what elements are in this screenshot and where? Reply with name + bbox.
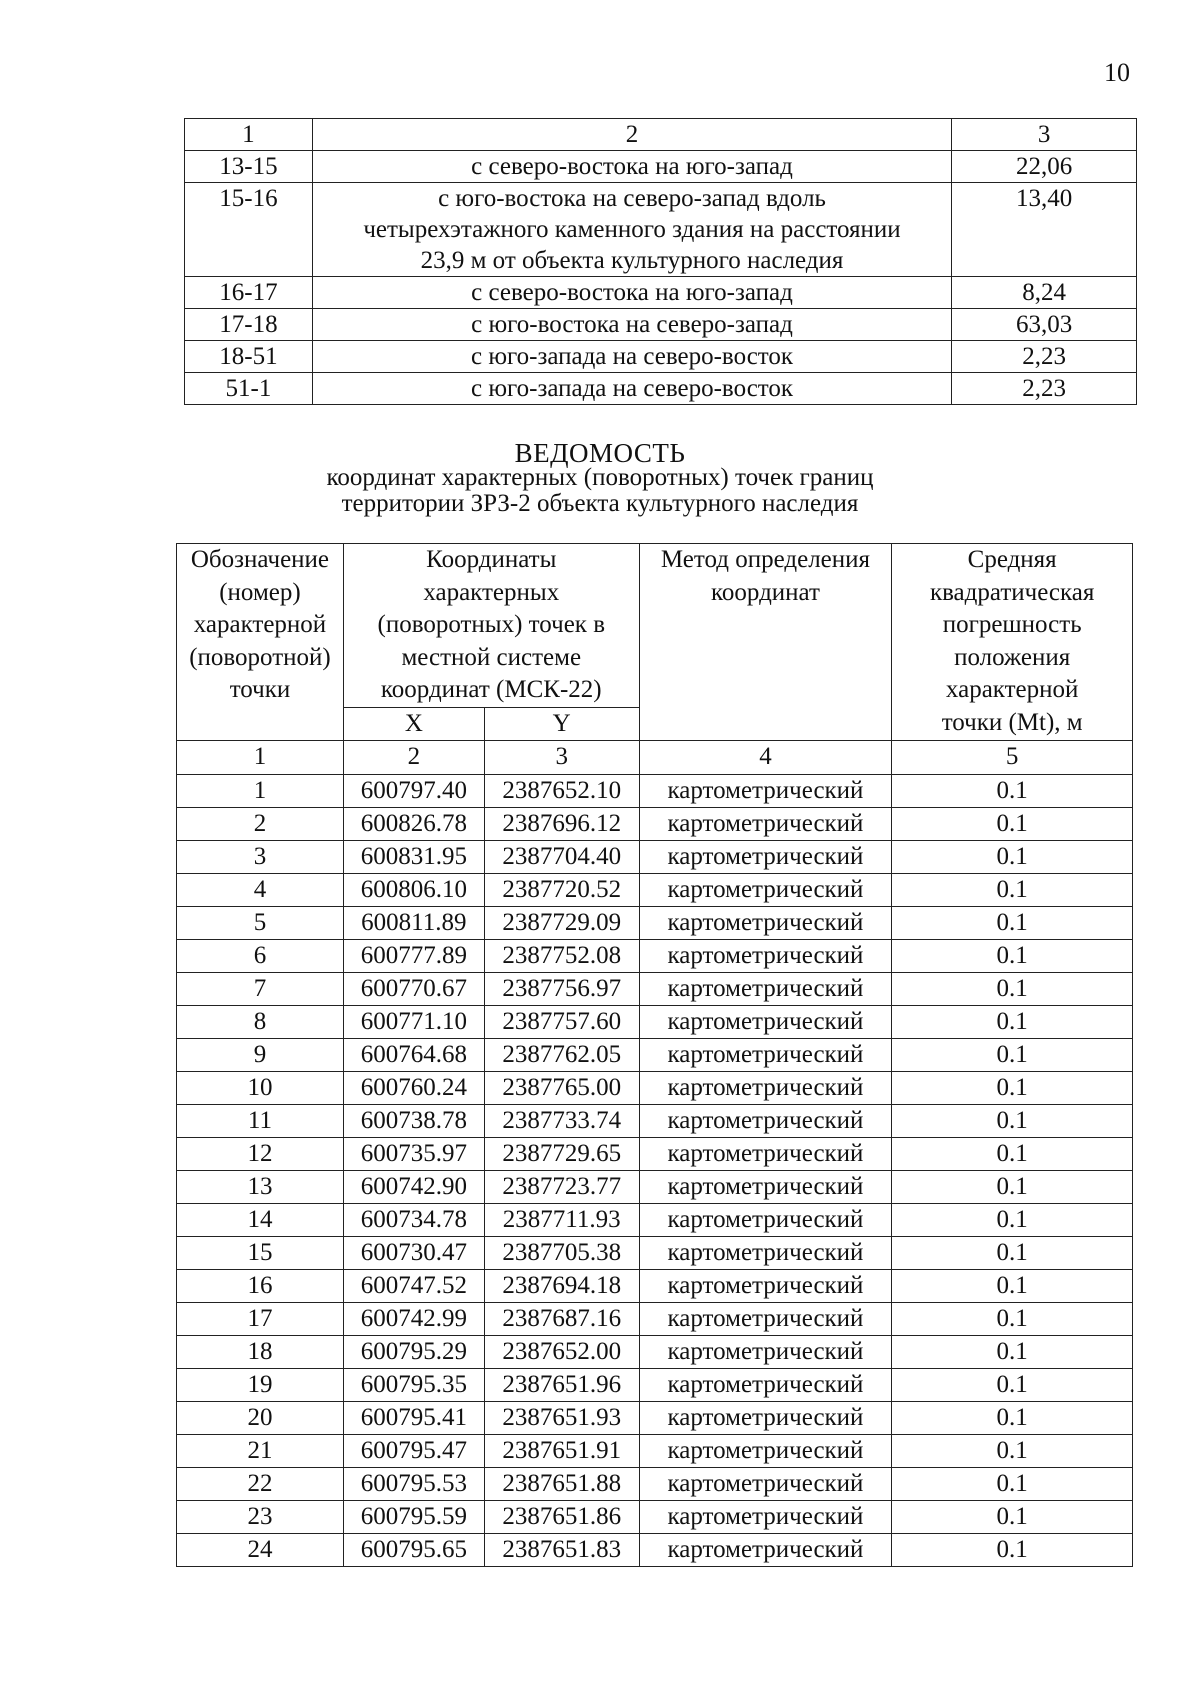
method: картометрический	[639, 1269, 892, 1302]
coord-x: 600795.41	[343, 1401, 484, 1434]
table-row	[177, 873, 1133, 906]
header-mean-square-error	[892, 544, 1133, 741]
table-row	[177, 807, 1133, 840]
method: картометрический	[639, 1434, 892, 1467]
coord-x: 600770.67	[343, 972, 484, 1005]
subtitle-line: территории ЗРЗ-2 объекта культурного наследия	[341, 490, 859, 517]
point-number: 22	[177, 1467, 344, 1500]
coord-x: 600735.97	[343, 1137, 484, 1170]
header-method	[639, 544, 892, 741]
mean-square-error: 0.1	[892, 1434, 1133, 1467]
table-header-row	[185, 119, 1137, 151]
direction-line: с юго-запада на северо-восток	[470, 343, 794, 370]
column-number: 1	[177, 741, 344, 775]
point-number: 7	[177, 972, 344, 1005]
coord-x: 600738.78	[343, 1104, 484, 1137]
method: картометрический	[639, 1005, 892, 1038]
coord-x: 600764.68	[343, 1038, 484, 1071]
header-line: точки (Mt), м	[941, 708, 1083, 736]
coord-x: 600730.47	[343, 1236, 484, 1269]
point-number: 19	[177, 1368, 344, 1401]
header-line: квадратическая	[929, 578, 1095, 606]
method: картометрический	[639, 1500, 892, 1533]
method: картометрический	[639, 873, 892, 906]
method: картометрический	[639, 1467, 892, 1500]
table-row	[185, 341, 1137, 373]
coord-x: 600742.90	[343, 1170, 484, 1203]
header-line: координат	[711, 578, 820, 606]
coord-x: 600777.89	[343, 939, 484, 972]
table-row	[185, 277, 1137, 309]
table-row	[177, 1533, 1133, 1566]
table-row	[185, 309, 1137, 341]
coord-y: 2387704.40	[484, 840, 639, 873]
mean-square-error: 0.1	[892, 1071, 1133, 1104]
coord-y: 2387705.38	[484, 1236, 639, 1269]
point-number: 8	[177, 1005, 344, 1038]
table-row	[185, 183, 1137, 277]
segment-distance: 8,24	[952, 277, 1137, 309]
column-number: 2	[312, 119, 951, 151]
coord-y: 2387711.93	[484, 1203, 639, 1236]
method: картометрический	[639, 1104, 892, 1137]
coord-y: 2387752.08	[484, 939, 639, 972]
segment-distance: 22,06	[952, 151, 1137, 183]
table-row	[177, 1302, 1133, 1335]
header-y: Y	[484, 707, 639, 741]
point-number: 4	[177, 873, 344, 906]
method: картометрический	[639, 1533, 892, 1566]
point-number: 16	[177, 1269, 344, 1302]
point-number: 24	[177, 1533, 344, 1566]
direction-line: с юго-запада на северо-восток	[470, 375, 794, 402]
table-row	[177, 1500, 1133, 1533]
point-number: 21	[177, 1434, 344, 1467]
coord-x: 600826.78	[343, 807, 484, 840]
coord-x: 600771.10	[343, 1005, 484, 1038]
method: картометрический	[639, 906, 892, 939]
header-line: (поворотной)	[189, 643, 331, 671]
mean-square-error: 0.1	[892, 1467, 1133, 1500]
header-line: погрешность	[942, 611, 1082, 638]
table-row	[177, 939, 1133, 972]
table-row	[177, 1005, 1133, 1038]
column-number: 1	[185, 119, 313, 151]
method: картометрический	[639, 1401, 892, 1434]
direction-line: с северо-востока на юго-запад	[471, 279, 793, 306]
header-designation	[177, 544, 344, 741]
method: картометрический	[639, 939, 892, 972]
header-x: X	[343, 707, 484, 741]
segment-number: 16-17	[185, 277, 313, 309]
column-number: 4	[639, 741, 892, 775]
coordinates-table	[176, 543, 1133, 1567]
column-number: 3	[952, 119, 1137, 151]
direction-line: с юго-востока на северо-запад	[471, 311, 793, 338]
point-number: 15	[177, 1236, 344, 1269]
coord-y: 2387756.97	[484, 972, 639, 1005]
mean-square-error: 0.1	[892, 1500, 1133, 1533]
segment-number: 15-16	[185, 183, 313, 277]
mean-square-error: 0.1	[892, 1335, 1133, 1368]
method: картометрический	[639, 1236, 892, 1269]
point-number: 6	[177, 939, 344, 972]
mean-square-error: 0.1	[892, 1104, 1133, 1137]
coord-x: 600795.29	[343, 1335, 484, 1368]
direction-line: с северо-востока на юго-запад	[471, 153, 793, 180]
segment-direction	[312, 373, 951, 405]
segment-distance: 63,03	[952, 309, 1137, 341]
coord-x: 600795.53	[343, 1467, 484, 1500]
mean-square-error: 0.1	[892, 939, 1133, 972]
coord-y: 2387720.52	[484, 873, 639, 906]
column-number: 2	[343, 741, 484, 775]
coord-y: 2387651.96	[484, 1368, 639, 1401]
boundary-description-table	[184, 118, 1137, 405]
coord-x: 600806.10	[343, 873, 484, 906]
table-row	[177, 1203, 1133, 1236]
header-line: характерной	[945, 676, 1079, 703]
method: картометрический	[639, 1038, 892, 1071]
segment-distance: 13,40	[952, 183, 1137, 277]
table-row	[185, 151, 1137, 183]
coord-x: 600742.99	[343, 1302, 484, 1335]
direction-line: четырехэтажного каменного здания на расстоянии	[363, 216, 901, 243]
coord-y: 2387729.09	[484, 906, 639, 939]
header-line: местной системе	[401, 643, 582, 671]
point-number: 18	[177, 1335, 344, 1368]
coord-y: 2387687.16	[484, 1302, 639, 1335]
coord-y: 2387733.74	[484, 1104, 639, 1137]
segment-distance: 2,23	[952, 341, 1137, 373]
table-row	[177, 1137, 1133, 1170]
coord-y: 2387757.60	[484, 1005, 639, 1038]
coord-x: 600747.52	[343, 1269, 484, 1302]
segment-number: 17-18	[185, 309, 313, 341]
table-row	[177, 1071, 1133, 1104]
mean-square-error: 0.1	[892, 906, 1133, 939]
coord-y: 2387652.00	[484, 1335, 639, 1368]
column-numbers-row	[177, 741, 1133, 775]
header-line: (поворотных) точек в	[377, 611, 606, 638]
method: картометрический	[639, 1335, 892, 1368]
coord-y: 2387651.93	[484, 1401, 639, 1434]
subtitle-line: координат характерных (поворотных) точек границ	[326, 464, 874, 491]
method: картометрический	[639, 1071, 892, 1104]
table-row	[177, 1368, 1133, 1401]
coord-x: 600811.89	[343, 906, 484, 939]
table-row	[177, 1236, 1133, 1269]
point-number: 11	[177, 1104, 344, 1137]
method: картометрический	[639, 1368, 892, 1401]
point-number: 12	[177, 1137, 344, 1170]
mean-square-error: 0.1	[892, 1203, 1133, 1236]
point-number: 3	[177, 840, 344, 873]
coord-y: 2387765.00	[484, 1071, 639, 1104]
coord-y: 2387729.65	[484, 1137, 639, 1170]
table-row	[177, 1335, 1133, 1368]
segment-number: 51-1	[185, 373, 313, 405]
mean-square-error: 0.1	[892, 1170, 1133, 1203]
table-row	[177, 972, 1133, 1005]
table-row	[177, 1104, 1133, 1137]
table-row	[177, 1401, 1133, 1434]
header-line: Обозначение	[190, 546, 330, 573]
coord-x: 600831.95	[343, 840, 484, 873]
table-row	[177, 1170, 1133, 1203]
coord-x: 600795.65	[343, 1533, 484, 1566]
segment-direction	[312, 309, 951, 341]
point-number: 13	[177, 1170, 344, 1203]
point-number: 17	[177, 1302, 344, 1335]
method: картометрический	[639, 774, 892, 807]
table-row	[177, 1269, 1133, 1302]
method: картометрический	[639, 840, 892, 873]
point-number: 1	[177, 774, 344, 807]
table-row	[177, 1038, 1133, 1071]
header-line: Средняя	[967, 546, 1057, 573]
header-line: характерной	[193, 611, 327, 638]
mean-square-error: 0.1	[892, 807, 1133, 840]
table-row	[185, 373, 1137, 405]
method: картометрический	[639, 807, 892, 840]
table-row	[177, 840, 1133, 873]
method: картометрический	[639, 1302, 892, 1335]
coord-y: 2387694.18	[484, 1269, 639, 1302]
mean-square-error: 0.1	[892, 1236, 1133, 1269]
table-row	[177, 1434, 1133, 1467]
mean-square-error: 0.1	[892, 873, 1133, 906]
header-coordinates	[343, 544, 639, 708]
coord-y: 2387651.86	[484, 1500, 639, 1533]
mean-square-error: 0.1	[892, 1401, 1133, 1434]
header-line: (номер)	[219, 578, 301, 606]
method: картометрический	[639, 972, 892, 1005]
table-row	[177, 906, 1133, 939]
table-row	[177, 774, 1133, 807]
page-number: 10	[1104, 58, 1130, 87]
point-number: 9	[177, 1038, 344, 1071]
point-number: 23	[177, 1500, 344, 1533]
segment-number: 13-15	[185, 151, 313, 183]
point-number: 14	[177, 1203, 344, 1236]
mean-square-error: 0.1	[892, 1302, 1133, 1335]
point-number: 5	[177, 906, 344, 939]
coord-y: 2387651.88	[484, 1467, 639, 1500]
header-line: Метод определения	[660, 546, 871, 573]
coord-y: 2387723.77	[484, 1170, 639, 1203]
coord-y: 2387652.10	[484, 774, 639, 807]
coord-x: 600795.35	[343, 1368, 484, 1401]
segment-direction	[312, 341, 951, 373]
mean-square-error: 0.1	[892, 774, 1133, 807]
header-line: положения	[954, 643, 1071, 671]
coord-x: 600795.59	[343, 1500, 484, 1533]
table-row	[177, 1467, 1133, 1500]
header-line: точки	[229, 676, 291, 703]
point-number: 10	[177, 1071, 344, 1104]
coord-x: 600797.40	[343, 774, 484, 807]
point-number: 20	[177, 1401, 344, 1434]
segment-number: 18-51	[185, 341, 313, 373]
column-number: 3	[484, 741, 639, 775]
column-number: 5	[892, 741, 1133, 775]
coord-x: 600760.24	[343, 1071, 484, 1104]
mean-square-error: 0.1	[892, 972, 1133, 1005]
coord-x: 600795.47	[343, 1434, 484, 1467]
mean-square-error: 0.1	[892, 1533, 1133, 1566]
method: картометрический	[639, 1170, 892, 1203]
method: картометрический	[639, 1203, 892, 1236]
header-line: характерных	[423, 578, 560, 606]
mean-square-error: 0.1	[892, 1269, 1133, 1302]
segment-distance: 2,23	[952, 373, 1137, 405]
segment-direction	[312, 277, 951, 309]
mean-square-error: 0.1	[892, 1368, 1133, 1401]
coord-x: 600734.78	[343, 1203, 484, 1236]
header-line: Координаты	[426, 546, 557, 573]
table-header-row	[177, 544, 1133, 708]
coord-y: 2387696.12	[484, 807, 639, 840]
coord-y: 2387651.91	[484, 1434, 639, 1467]
segment-direction	[312, 183, 951, 277]
statement-title: ВЕДОМОСТЬ	[514, 438, 686, 468]
mean-square-error: 0.1	[892, 1137, 1133, 1170]
direction-line: с юго-востока на северо-запад вдоль	[438, 185, 826, 212]
coord-y: 2387762.05	[484, 1038, 639, 1071]
segment-direction	[312, 151, 951, 183]
mean-square-error: 0.1	[892, 1038, 1133, 1071]
direction-line: 23,9 м от объекта культурного наследия	[420, 247, 844, 274]
point-number: 2	[177, 807, 344, 840]
mean-square-error: 0.1	[892, 1005, 1133, 1038]
method: картометрический	[639, 1137, 892, 1170]
mean-square-error: 0.1	[892, 840, 1133, 873]
statement-subtitle	[0, 465, 1200, 517]
header-line: координат (МСК-22)	[380, 676, 602, 703]
coord-y: 2387651.83	[484, 1533, 639, 1566]
